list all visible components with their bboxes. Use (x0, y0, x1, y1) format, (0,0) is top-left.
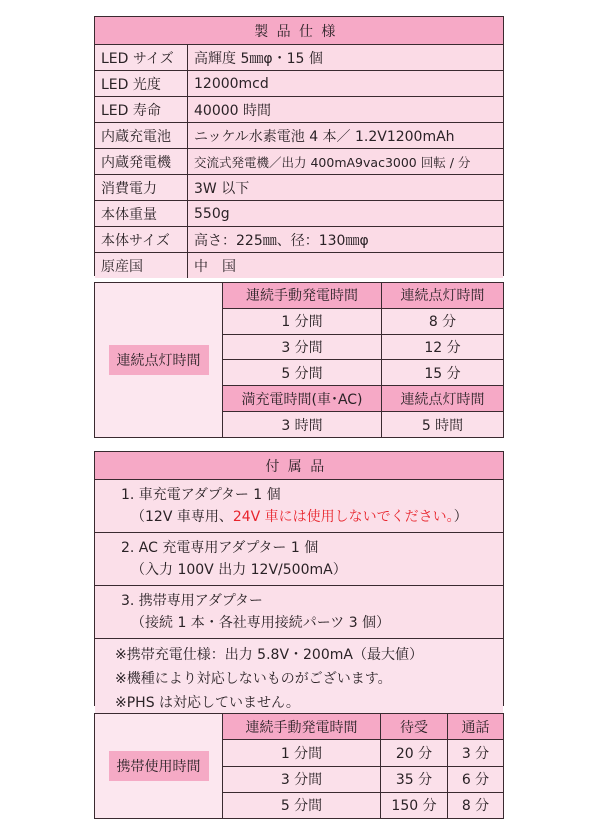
spec-value: 550g (188, 201, 503, 226)
lighting-row (223, 308, 503, 334)
spec-label: LED 寿命 (95, 97, 188, 122)
spec-row (95, 200, 503, 226)
col-header-generation-time: 連続手動発電時間 (223, 714, 380, 739)
phone-header-row (223, 714, 503, 739)
accessory-name: 2. AC 充電専用アダプター 1 個 (121, 540, 319, 556)
specs-title: 製品仕様 (95, 17, 503, 44)
lighting-time-table (94, 282, 504, 438)
spec-label: LED 光度 (95, 71, 188, 96)
spec-value: 交流式発電機／出力 400mA9vac3000 回転 / 分 (188, 149, 503, 174)
lighting-row (223, 334, 503, 360)
spec-value: 中 国 (188, 253, 503, 278)
phone-row (223, 739, 503, 765)
generation-time-cell: 1 分間 (223, 309, 381, 334)
talk-cell: 3 分 (447, 740, 503, 765)
spec-label: 原産国 (95, 253, 188, 278)
col-header-standby: 待受 (380, 714, 447, 739)
accessory-note: （接続 1 本・各社専用接続パーツ 3 個） (131, 615, 391, 631)
accessories-header-row (95, 452, 503, 479)
standby-cell: 20 分 (380, 740, 447, 765)
lighting-time-cell: 15 分 (381, 360, 503, 385)
spec-row (95, 226, 503, 252)
generation-time-cell: 5 分間 (223, 360, 381, 385)
full-charge-time-cell: 3 時間 (223, 412, 381, 437)
lighting-row (223, 359, 503, 385)
spec-row (95, 70, 503, 96)
spec-row (95, 252, 503, 278)
spec-row (95, 122, 503, 148)
generation-time-cell: 1 分間 (223, 740, 380, 765)
generation-time-cell: 3 分間 (223, 335, 381, 360)
spec-label: 本体重量 (95, 201, 188, 226)
spec-label: LED サイズ (95, 45, 188, 70)
spec-value: 3W 以下 (188, 175, 503, 200)
accessory-notes (95, 638, 503, 719)
talk-cell: 6 分 (447, 767, 503, 792)
col-header-lighting-time: 連続点灯時間 (381, 283, 503, 308)
col-header-lighting-time-2: 連続点灯時間 (381, 386, 503, 411)
standby-cell: 35 分 (380, 767, 447, 792)
spec-row (95, 44, 503, 70)
spec-label: 本体サイズ (95, 227, 188, 252)
accessory-item (95, 479, 503, 532)
spec-row (95, 96, 503, 122)
spec-label: 内蔵発電機 (95, 149, 188, 174)
lighting-time-label-cell (95, 283, 223, 437)
note-line: ※機種により対応しないものがございます。 (115, 671, 392, 687)
phone-time-table (94, 713, 504, 819)
col-header-full-charge-time: 満充電時間(車･AC) (223, 386, 381, 411)
charge-header-row (223, 385, 503, 411)
accessory-item (95, 585, 503, 638)
spec-row (95, 148, 503, 174)
generation-time-cell: 5 分間 (223, 793, 380, 818)
accessory-name: 3. 携帯専用アダプター (121, 593, 263, 609)
spec-value: ニッケル水素電池 4 本／ 1.2V1200mAh (188, 123, 503, 148)
lighting-header-row (223, 283, 503, 308)
accessory-note: （入力 100V 出力 12V/500mA） (131, 562, 347, 578)
lighting-time-cell: 5 時間 (381, 412, 503, 437)
warning-text: 24V 車には使用しないでください。 (232, 509, 454, 525)
note-line: ※携帯充電仕様：出力 5.8V・200mA（最大値） (115, 647, 423, 663)
accessory-note-suffix: ） (453, 509, 468, 525)
spec-value: 高さ：225㎜、径：130㎜φ (188, 227, 503, 252)
lighting-time-cell: 8 分 (381, 309, 503, 334)
note-line: ※PHS は対応していません。 (115, 695, 300, 711)
spec-label: 消費電力 (95, 175, 188, 200)
specs-header-row (95, 17, 503, 44)
accessories-table (94, 451, 504, 711)
phone-time-label: 携帯使用時間 (109, 751, 209, 781)
phone-row (223, 792, 503, 818)
phone-row (223, 766, 503, 792)
spec-value: 40000 時間 (188, 97, 503, 122)
talk-cell: 8 分 (447, 793, 503, 818)
charge-row (223, 411, 503, 437)
col-header-generation-time: 連続手動発電時間 (223, 283, 381, 308)
accessory-item (95, 532, 503, 585)
accessory-note-text: （12V 車専用、 (131, 509, 233, 525)
standby-cell: 150 分 (380, 793, 447, 818)
specs-table (94, 16, 504, 276)
spec-value: 高輝度 5㎜φ・15 個 (188, 45, 503, 70)
spec-label: 内蔵充電池 (95, 123, 188, 148)
accessories-title: 付属品 (95, 452, 503, 479)
spec-row (95, 174, 503, 200)
phone-time-label-cell (95, 714, 223, 818)
accessory-note (121, 506, 503, 528)
col-header-talk: 通話 (447, 714, 503, 739)
lighting-time-label: 連続点灯時間 (109, 345, 209, 375)
lighting-time-cell: 12 分 (381, 335, 503, 360)
spec-value: 12000mcd (188, 71, 503, 96)
generation-time-cell: 3 分間 (223, 767, 380, 792)
accessory-name: 1. 車充電アダプター 1 個 (121, 487, 281, 503)
